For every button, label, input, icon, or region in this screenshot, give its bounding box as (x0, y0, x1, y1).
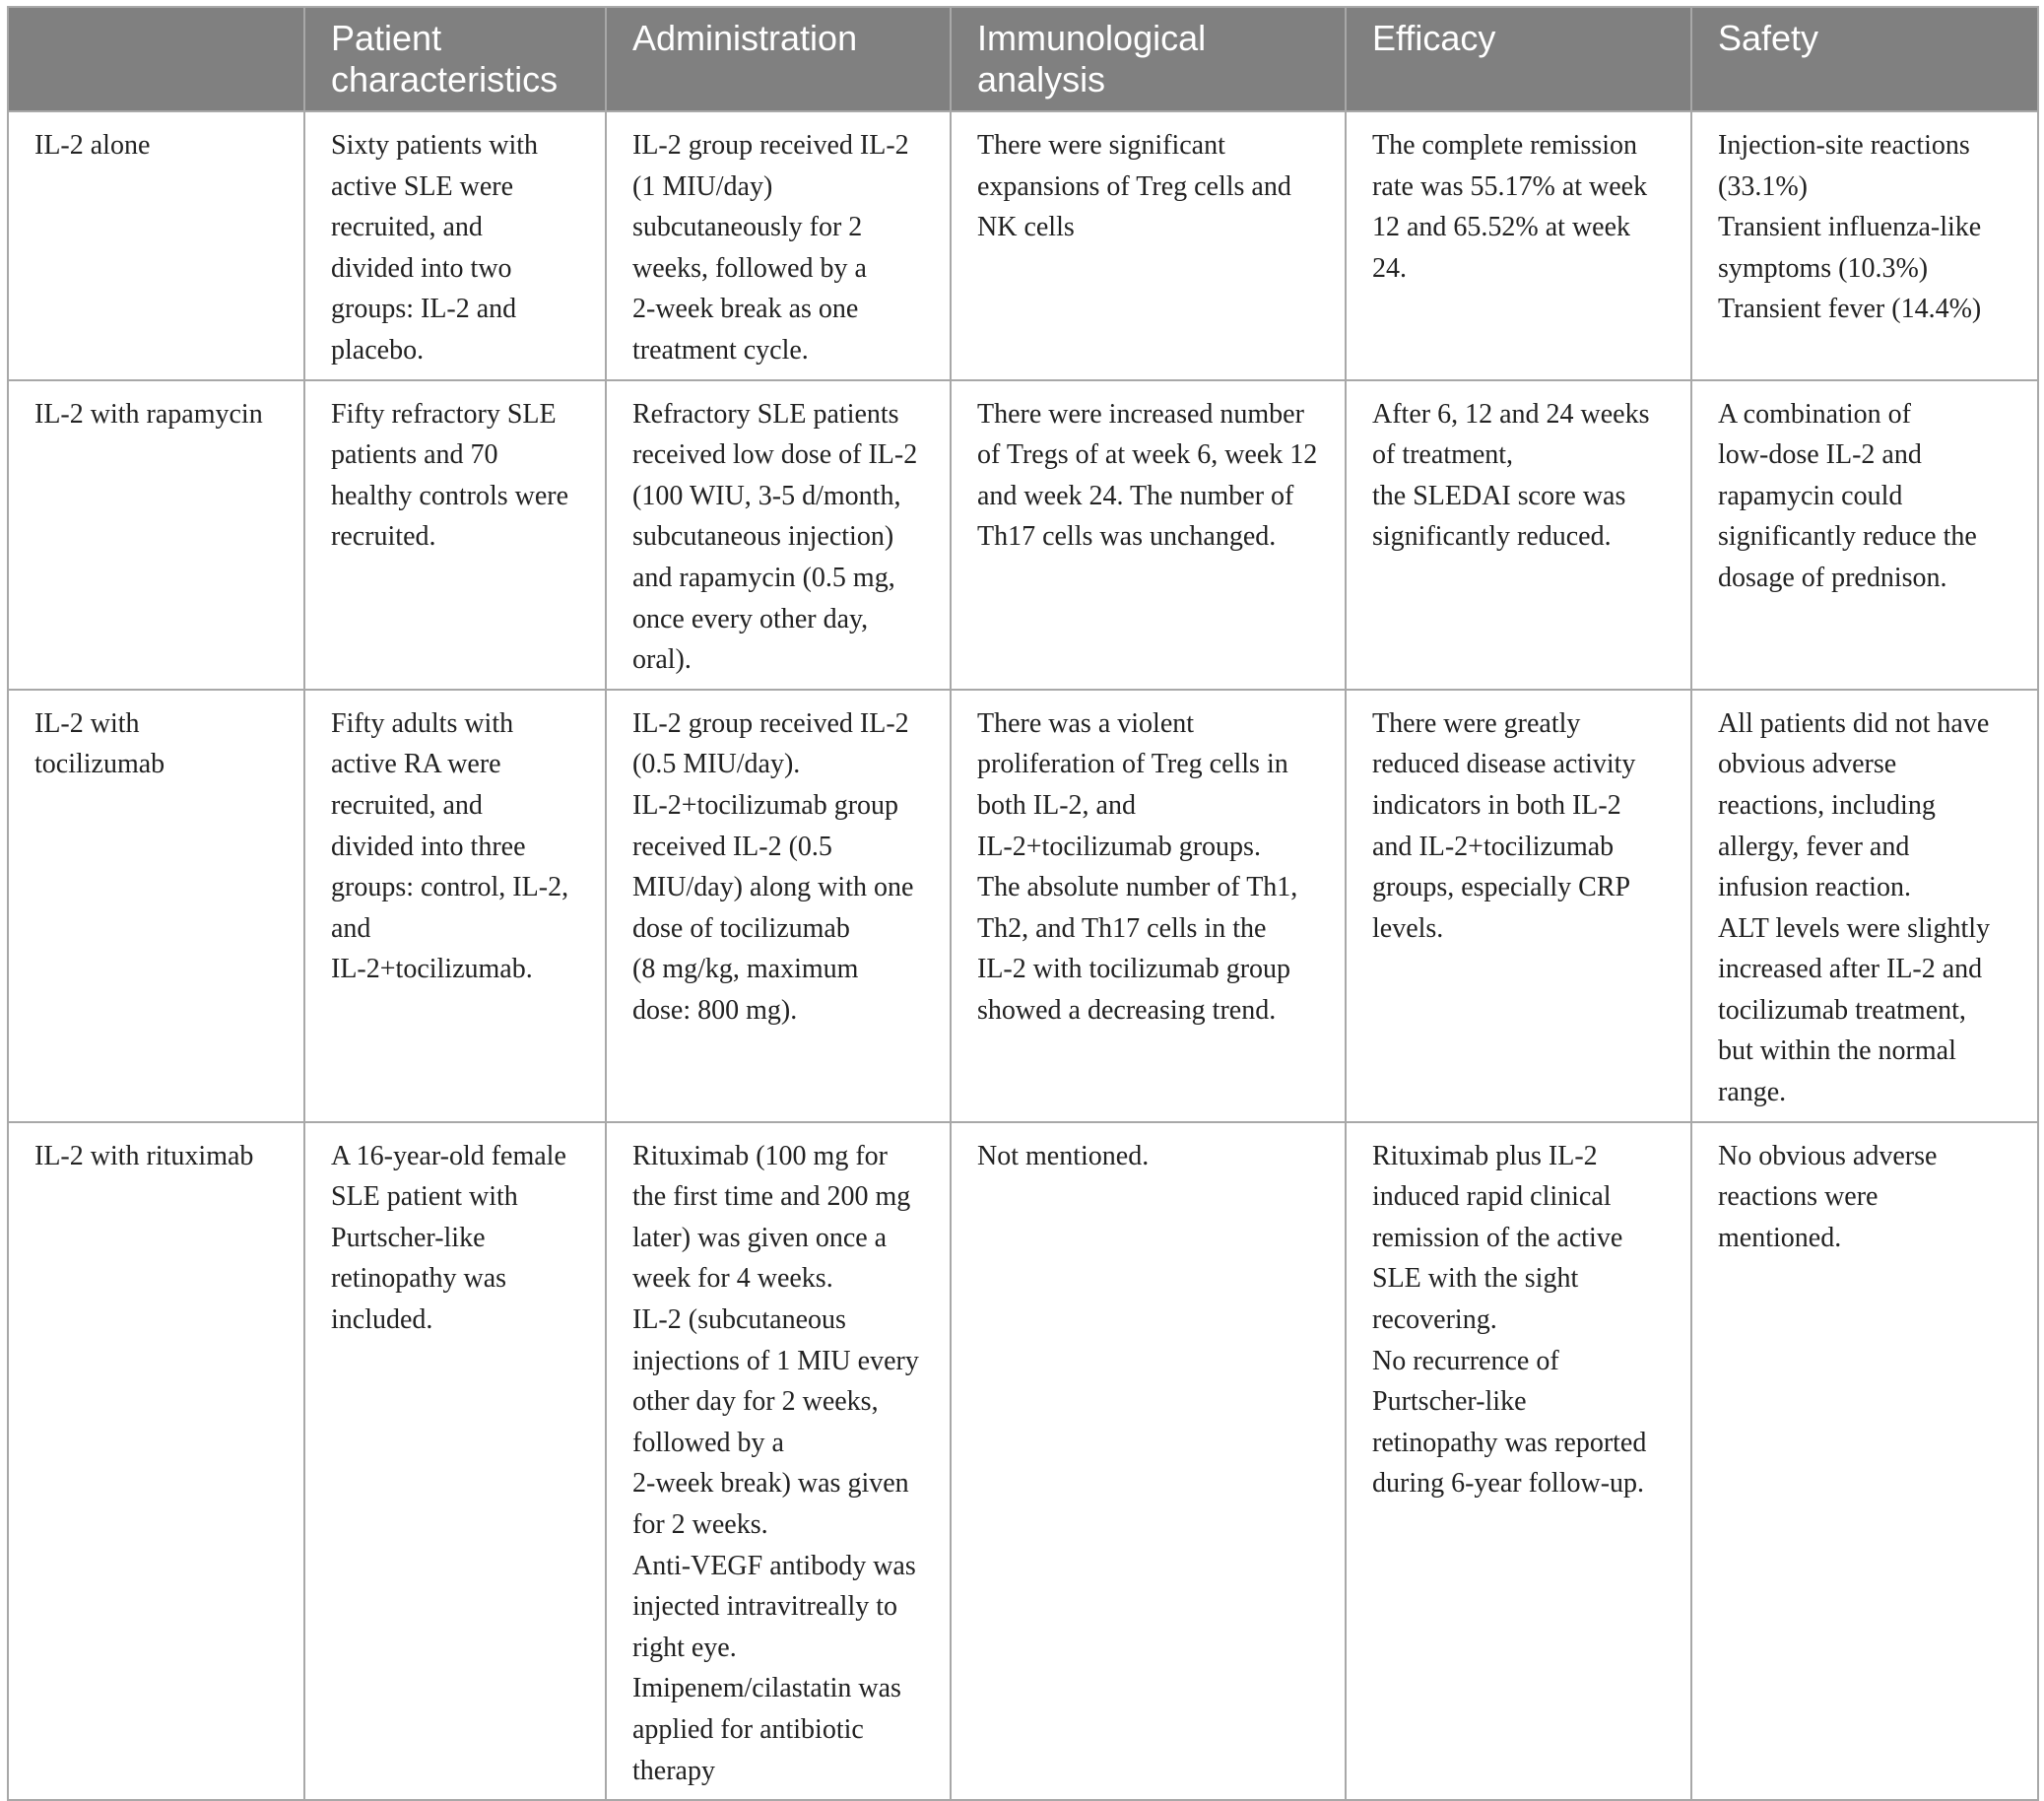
header-safety: Safety (1691, 7, 2038, 111)
cell-text-line: Imipenem/cilastatin was (632, 1673, 901, 1704)
table-container (7, 6, 2037, 1801)
cell-text-line: dose of tocilizumab (632, 912, 850, 944)
cell-text-line: significantly reduce the (1718, 521, 1977, 553)
cell-text-line: IL-2 with rapamycin (34, 398, 263, 430)
cell-text-line: Fifty adults with (331, 707, 514, 739)
cell-text-line: the first time and 200 mg (632, 1181, 911, 1213)
cell-efficacy (1346, 1122, 1691, 1801)
cell-safety (1691, 1122, 2038, 1801)
cell-patient (304, 690, 606, 1122)
cell-text-line: groups: IL-2 and (331, 294, 517, 325)
cell-text-line: SLE with the sight (1372, 1263, 1579, 1295)
cell-text-line: Anti-VEGF antibody was (632, 1550, 916, 1581)
cell-text-line: 12 and 65.52% at week (1372, 212, 1631, 243)
cell-text-line: and (331, 912, 371, 944)
cell-text-line: significantly reduced. (1372, 521, 1612, 553)
cell-text-line: NK cells (977, 212, 1075, 243)
cell-text-line: MIU/day) along with one (632, 872, 914, 903)
cell-text-line: increased after IL-2 and (1718, 954, 1983, 985)
cell-text-line: range. (1718, 1077, 1787, 1108)
cell-safety (1691, 111, 2038, 380)
table-body (8, 111, 2038, 1800)
header-immunological-analysis: Immunological analysis (951, 7, 1346, 111)
cell-text-line: injected intravitreally to (632, 1591, 898, 1623)
cell-text-line: Purtscher-like (331, 1222, 486, 1253)
cell-treatment (8, 1122, 304, 1801)
cell-text-line: There were increased number (977, 398, 1304, 430)
cell-text-line: groups, especially CRP (1372, 872, 1631, 903)
cell-administration (606, 690, 951, 1122)
cell-efficacy (1346, 111, 1691, 380)
cell-text-line: divided into three (331, 831, 526, 862)
cell-text-line: recruited, and (331, 789, 483, 821)
cell-text-line: Not mentioned. (977, 1140, 1150, 1171)
cell-treatment (8, 111, 304, 380)
cell-text-line: reactions were (1718, 1181, 1879, 1213)
table-row (8, 1122, 2038, 1801)
cell-text-line: once every other day, (632, 603, 869, 634)
cell-text-line: treatment cycle. (632, 334, 809, 366)
cell-text-line: IL-2+tocilizumab. (331, 954, 533, 985)
cell-text-line: recovering. (1372, 1304, 1497, 1336)
cell-text-line: tocilizumab treatment, (1718, 994, 1966, 1026)
cell-text-line: rapamycin could (1718, 480, 1903, 511)
cell-text-line: retinopathy was reported (1372, 1427, 1647, 1458)
cell-text-line: Rituximab plus IL-2 (1372, 1140, 1598, 1171)
header-administration: Administration (606, 7, 951, 111)
cell-text-line: IL-2 with rituximab (34, 1140, 254, 1171)
cell-text-line: IL-2+tocilizumab group (632, 789, 899, 821)
cell-text-line: allergy, fever and (1718, 831, 1910, 862)
cell-text-line: IL-2 alone (34, 130, 151, 161)
cell-text-line: injections of 1 MIU every (632, 1345, 919, 1376)
cell-text-line: weeks, followed by a (632, 252, 867, 284)
cell-text-line: No recurrence of (1372, 1345, 1559, 1376)
cell-text-line: (8 mg/kg, maximum (632, 954, 859, 985)
cell-text-line: A 16-year-old female (331, 1140, 566, 1171)
cell-safety (1691, 380, 2038, 690)
cell-text-line: Sixty patients with (331, 130, 538, 161)
cell-text-line: symptoms (10.3%) (1718, 252, 1929, 284)
cell-text-line: All patients did not have (1718, 707, 1990, 739)
cell-text-line: infusion reaction. (1718, 872, 1911, 903)
cell-text-line: Injection-site reactions (1718, 130, 1970, 161)
cell-text-line: of treatment, (1372, 439, 1514, 471)
cell-text-line: tocilizumab (34, 749, 165, 780)
cell-text-line: remission of the active (1372, 1222, 1623, 1253)
cell-text-line: retinopathy was (331, 1263, 507, 1295)
cell-administration (606, 1122, 951, 1801)
cell-text-line: proliferation of Treg cells in (977, 749, 1288, 780)
cell-text-line: Fifty refractory SLE (331, 398, 557, 430)
cell-immunological (951, 111, 1346, 380)
cell-text-line: patients and 70 (331, 439, 498, 471)
cell-text-line: (0.5 MIU/day). (632, 749, 801, 780)
cell-treatment (8, 380, 304, 690)
cell-text-line: mentioned. (1718, 1222, 1842, 1253)
cell-text-line: active SLE were (331, 170, 514, 202)
header-efficacy: Efficacy (1346, 7, 1691, 111)
header-row (8, 7, 2038, 111)
cell-text-line: during 6-year follow-up. (1372, 1468, 1645, 1500)
cell-text-line: dose: 800 mg). (632, 994, 798, 1026)
cell-patient (304, 380, 606, 690)
cell-text-line: IL-2 with (34, 707, 140, 739)
cell-text-line: placebo. (331, 334, 425, 366)
cell-text-line: indicators in both IL-2 (1372, 789, 1621, 821)
cell-text-line: received low dose of IL-2 (632, 439, 918, 471)
treatment-comparison-table (7, 6, 2039, 1801)
cell-text-line: dosage of prednison. (1718, 562, 1947, 593)
cell-text-line: SLE patient with (331, 1181, 518, 1213)
cell-text-line: followed by a (632, 1427, 784, 1458)
cell-text-line: ALT levels were slightly (1718, 912, 1991, 944)
cell-text-line: Transient influenza-like (1718, 212, 1982, 243)
cell-text-line: active RA were (331, 749, 501, 780)
cell-text-line: IL-2 (subcutaneous (632, 1304, 846, 1336)
cell-treatment (8, 690, 304, 1122)
cell-text-line: week for 4 weeks. (632, 1263, 833, 1295)
cell-text-line: showed a decreasing trend. (977, 994, 1277, 1026)
cell-immunological (951, 1122, 1346, 1801)
cell-text-line: Refractory SLE patients (632, 398, 899, 430)
cell-text-line: and IL-2+tocilizumab (1372, 831, 1615, 862)
cell-text-line: later) was given once a (632, 1222, 888, 1253)
cell-text-line: rate was 55.17% at week (1372, 170, 1648, 202)
cell-text-line: No obvious adverse (1718, 1140, 1938, 1171)
cell-text-line: for 2 weeks. (632, 1509, 768, 1540)
cell-text-line: There were significant (977, 130, 1225, 161)
cell-text-line: groups: control, IL-2, (331, 872, 569, 903)
cell-efficacy (1346, 380, 1691, 690)
cell-text-line: but within the normal (1718, 1035, 1956, 1067)
cell-text-line: Transient fever (14.4%) (1718, 294, 1982, 325)
cell-text-line: 2-week break) was given (632, 1468, 909, 1500)
cell-text-line: received IL-2 (0.5 (632, 831, 832, 862)
cell-text-line: reactions, including (1718, 789, 1936, 821)
cell-patient (304, 111, 606, 380)
cell-text-line: IL-2+tocilizumab groups. (977, 831, 1261, 862)
cell-text-line: oral). (632, 644, 692, 676)
cell-text-line: (1 MIU/day) (632, 170, 773, 202)
cell-text-line: 2-week break as one (632, 294, 859, 325)
cell-text-line: IL-2 group received IL-2 (632, 707, 909, 739)
cell-administration (606, 380, 951, 690)
header-patient-characteristics: Patient characteristics (304, 7, 606, 111)
table-row (8, 380, 2038, 690)
table-row (8, 111, 2038, 380)
cell-text-line: IL-2 with tocilizumab group (977, 954, 1291, 985)
cell-efficacy (1346, 690, 1691, 1122)
cell-text-line: recruited, and (331, 212, 483, 243)
cell-administration (606, 111, 951, 380)
cell-text-line: Th2, and Th17 cells in the (977, 912, 1267, 944)
cell-text-line: The absolute number of Th1, (977, 872, 1298, 903)
cell-text-line: Purtscher-like (1372, 1386, 1527, 1418)
cell-text-line: Th17 cells was unchanged. (977, 521, 1277, 553)
cell-text-line: healthy controls were (331, 480, 569, 511)
cell-text-line: of Tregs of at week 6, week 12 (977, 439, 1318, 471)
cell-text-line: There were greatly (1372, 707, 1581, 739)
cell-text-line: both IL-2, and (977, 789, 1136, 821)
cell-text-line: subcutaneous injection) (632, 521, 894, 553)
cell-text-line: levels. (1372, 912, 1444, 944)
header-treatment (8, 7, 304, 111)
table-row (8, 690, 2038, 1122)
cell-text-line: 24. (1372, 252, 1407, 284)
cell-text-line: The complete remission (1372, 130, 1638, 161)
cell-text-line: low-dose IL-2 and (1718, 439, 1922, 471)
cell-immunological (951, 690, 1346, 1122)
cell-text-line: recruited. (331, 521, 436, 553)
cell-text-line: expansions of Treg cells and (977, 170, 1291, 202)
cell-text-line: A combination of (1718, 398, 1911, 430)
cell-text-line: IL-2 group received IL-2 (632, 130, 909, 161)
cell-text-line: induced rapid clinical (1372, 1181, 1612, 1213)
cell-text-line: obvious adverse (1718, 749, 1897, 780)
cell-text-line: divided into two (331, 252, 512, 284)
cell-safety (1691, 690, 2038, 1122)
cell-text-line: Rituximab (100 mg for (632, 1140, 888, 1171)
cell-text-line: (100 WIU, 3-5 d/month, (632, 480, 901, 511)
cell-text-line: and rapamycin (0.5 mg, (632, 562, 895, 593)
cell-text-line: (33.1%) (1718, 170, 1808, 202)
cell-text-line: and week 24. The number of (977, 480, 1294, 511)
cell-text-line: subcutaneously for 2 (632, 212, 863, 243)
cell-immunological (951, 380, 1346, 690)
cell-text-line: After 6, 12 and 24 weeks (1372, 398, 1650, 430)
cell-text-line: reduced disease activity (1372, 749, 1636, 780)
cell-text-line: the SLEDAI score was (1372, 480, 1626, 511)
cell-text-line: right eye. (632, 1632, 737, 1663)
cell-text-line: There was a violent (977, 707, 1195, 739)
cell-text-line: included. (331, 1304, 433, 1336)
cell-text-line: therapy (632, 1755, 715, 1786)
cell-patient (304, 1122, 606, 1801)
cell-text-line: other day for 2 weeks, (632, 1386, 879, 1418)
cell-text-line: applied for antibiotic (632, 1713, 864, 1745)
